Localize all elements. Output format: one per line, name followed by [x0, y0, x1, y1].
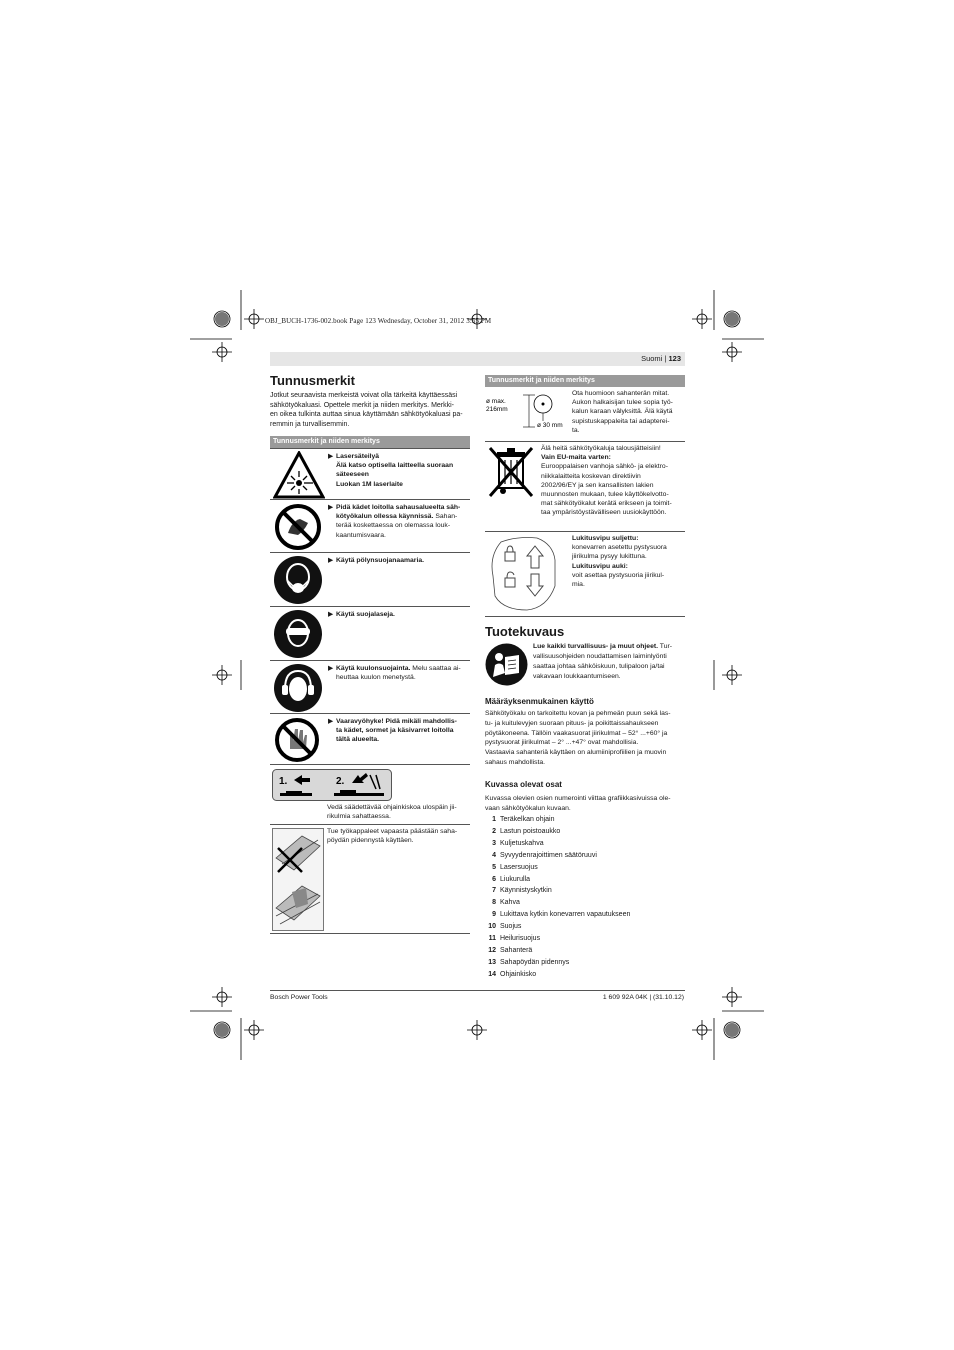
fence-adjust-figure — [272, 769, 392, 801]
parts-list-item — [484, 816, 684, 827]
symbol-row-glasses — [270, 606, 470, 661]
part-name: Kuljetuskahva — [500, 839, 544, 847]
footer-right: 1 609 92A 04K | (31.10.12) — [602, 994, 684, 1001]
page-header-bar — [270, 352, 685, 366]
parts-list-item — [484, 935, 684, 946]
part-name: Sahapöydän pidennys — [500, 958, 570, 966]
symbol-row-laser — [270, 448, 470, 501]
part-number: 10 — [488, 923, 496, 931]
laser-warning-icon — [273, 451, 325, 499]
part-name: Suojus — [500, 923, 522, 931]
blade-text: Ota huomioon sahanterän mitat. Aukon halkaisijan tulee sopia työ- kalun karaan välyksittä. Älä käytä supistuskappaleita tai adapterei- ta. — [572, 390, 673, 434]
parts-list — [484, 816, 684, 986]
hand-prohibited-icon — [274, 503, 322, 551]
dust-mask-icon — [273, 555, 323, 605]
lock-lever-row — [485, 531, 685, 617]
parts-list-item — [484, 959, 684, 970]
disposal-row — [485, 441, 685, 532]
parts-list-item — [484, 876, 684, 887]
symbol-row-ear — [270, 660, 470, 714]
hands-text: ▶ Pidä kädet loitolla sahausalueelta säh- kötyökalun ollessa käynnissä. Sahan- terää koskettaessa on olemassa louk- kaantumisvaara. — [328, 504, 461, 539]
support-row — [270, 824, 470, 934]
part-number: 3 — [492, 839, 496, 847]
parts-list-item — [484, 852, 684, 863]
part-number: 4 — [492, 851, 496, 859]
part-number: 13 — [488, 958, 496, 966]
header-page-number: 123 — [668, 354, 681, 363]
parts-list-item — [484, 899, 684, 910]
part-name: Lukittava kytkin konevarren vapautukseen — [500, 911, 631, 919]
part-number: 2 — [492, 827, 496, 835]
read-manual-icon — [485, 643, 528, 686]
fence-step-1-label: 1. — [279, 776, 288, 787]
laser-text: ▶ Lasersäteilyä Älä katso optisella laitteella suoraan säteeseen Luokan 1M laserlaite — [328, 453, 454, 488]
fence-step-2-label: 2. — [336, 776, 345, 787]
parts-heading: Kuvassa olevat osat — [485, 780, 562, 789]
header-separator: | — [664, 354, 667, 363]
parts-intro: Kuvassa olevien osien numerointi viittaa grafiikkasivuissa ole- vaan sähkötyökalun kuvaan. — [485, 795, 671, 812]
part-number: 5 — [492, 863, 496, 871]
danger-zone-text: ▶ Vaaravyöhyke! Pidä mikäli mahdollis- ta kädet, sormet ja käsivarret loitolla tältä alueelta. — [328, 718, 457, 744]
saw-blade-dimension-figure — [485, 389, 571, 439]
parts-list-item — [484, 923, 684, 934]
blade-max-label: ø max. — [486, 398, 506, 405]
parts-list-item — [484, 840, 684, 851]
safety-glasses-icon — [273, 609, 323, 659]
parts-list-item — [484, 887, 684, 898]
danger-zone-hand-icon — [274, 717, 320, 763]
read-instructions-text: Lue kaikki turvallisuus- ja muut ohjeet. Tur- vallisuusohjeiden noudattamisen laiminlyönti saattaa johtaa sähköiskuun, tulipaloon ja/tai vakavaan loukkaantumiseen. — [533, 643, 673, 680]
ear-protection-icon — [273, 663, 323, 713]
dust-mask-text: ▶ Käytä pölynsuojanaamaria. — [328, 557, 425, 564]
blade-dimension-row — [485, 387, 685, 441]
part-name: Liukurulla — [500, 875, 530, 883]
part-number: 1 — [492, 816, 496, 823]
intro-paragraph: Jotkut seuraavista merkeistä voivat olla tärkeitä käyttäessäsi sähkötyökaluasi. Opettele merkit ja niiden merkitys. Merkki- en oikea tulkinta auttaa sinua käyttämään sähkötyökaluasi pa- remmin ja turvallisemmin. — [270, 392, 463, 428]
section-title-tunnusmerkit: Tunnusmerkit — [270, 373, 355, 388]
part-number: 6 — [492, 875, 496, 883]
part-name: Lastun poistoaukko — [500, 827, 561, 835]
parts-list-item — [484, 911, 684, 922]
part-number: 9 — [492, 911, 496, 919]
part-name: Sahanterä — [500, 946, 533, 954]
symbol-row-danger-zone — [270, 713, 470, 765]
part-number: 7 — [492, 887, 496, 895]
symbol-row-hands — [270, 499, 470, 553]
glasses-text: ▶ Käytä suojalaseja. — [328, 611, 395, 618]
parts-list-item — [484, 864, 684, 875]
footer-rule — [270, 990, 685, 991]
parts-list-item — [484, 971, 684, 982]
crossed-bin-icon — [487, 446, 535, 500]
part-name: Lasersuojus — [500, 863, 538, 871]
part-name: Ohjainkisko — [500, 970, 537, 978]
intended-use-text: Sähkötyökalu on tarkoitettu kovan ja pehmeän puun sekä las- tu- ja kuitulevyjen suoraan pituus- ja poikittaissahaukseen pöytäkoneena. Tällöin vaakasuorat jiirikulmat – 52° ...+60° ja pystysuorat jiirikulmat – 2° ...+47° ovat mahdollisia. Vastaavia sahanteriä käyttäen on alumiiniprofiilien ja muovin sahaus mahdollista. — [485, 710, 671, 766]
part-number: 12 — [488, 946, 496, 954]
lock-lever-figure — [487, 536, 559, 612]
blade-bore-label: ø 30 mm — [537, 422, 563, 429]
lock-lever-text: Lukitusvipu suljettu: konevarren asetettu pystysuora jiirikulma pysyy lukittuna. Lukitusvipu auki: voit asettaa pystysuoria jiirikul- mia. — [572, 535, 667, 589]
part-name: Kahva — [500, 899, 520, 907]
section-title-tuotekuvaus: Tuotekuvaus — [485, 624, 565, 639]
left-table-header: Tunnusmerkit ja niiden merkitys — [270, 436, 470, 448]
parts-list-item — [484, 828, 684, 839]
disposal-text: Älä heitä sähkötyökaluja talousjätteisiin! Vain EU-maita varten: Eurooppalaisen vanhoja sähkö- ja elektro- niikkalaitteita koskevan direktiivin 2002/96/EY ja sen kansallisten lakien muunnosten mukaan, tulee käyttökelvotto- mat sähkötyökalut kerätä erikseen ja toimit- taa ympäristöystävälliseen uusiokäyttöön. — [541, 445, 672, 517]
right-table-header: Tunnusmerkit ja niiden merkitys — [485, 375, 685, 387]
workpiece-support-figure — [272, 828, 324, 931]
part-number: 11 — [488, 935, 496, 942]
fence-row — [270, 764, 470, 825]
support-caption: Tue työkappaleet vapaasta päästään saha- pöydän pidennystä käyttäen. — [327, 828, 458, 845]
part-name: Teräkelkan ohjain — [500, 816, 555, 823]
print-header: OBJ_BUCH-1736-002.book Page 123 Wednesday, October 31, 2012 3:55 PM — [265, 317, 492, 325]
part-number: 14 — [488, 970, 496, 978]
parts-list-item — [484, 947, 684, 958]
part-name: Käynnistyskytkin — [500, 887, 552, 895]
part-number: 8 — [492, 899, 496, 907]
footer-left: Bosch Power Tools — [270, 994, 328, 1001]
intended-use-heading: Määräyksenmukainen käyttö — [485, 697, 594, 706]
part-name: Heilurisuojus — [500, 935, 541, 942]
part-name: Syvyydenrajoittimen säätöruuvi — [500, 851, 597, 859]
blade-max-value: 216mm — [486, 406, 508, 413]
fence-caption: Vedä säädettävää ohjainkiskoa ulospäin jii- rikulmia sahattaessa. — [327, 804, 457, 821]
header-language: Suomi — [641, 354, 663, 363]
ear-text: ▶ Käytä kuulonsuojainta. Melu saattaa ai- heuttaa kuulon menetystä. — [328, 665, 461, 682]
symbol-row-dust-mask — [270, 552, 470, 607]
